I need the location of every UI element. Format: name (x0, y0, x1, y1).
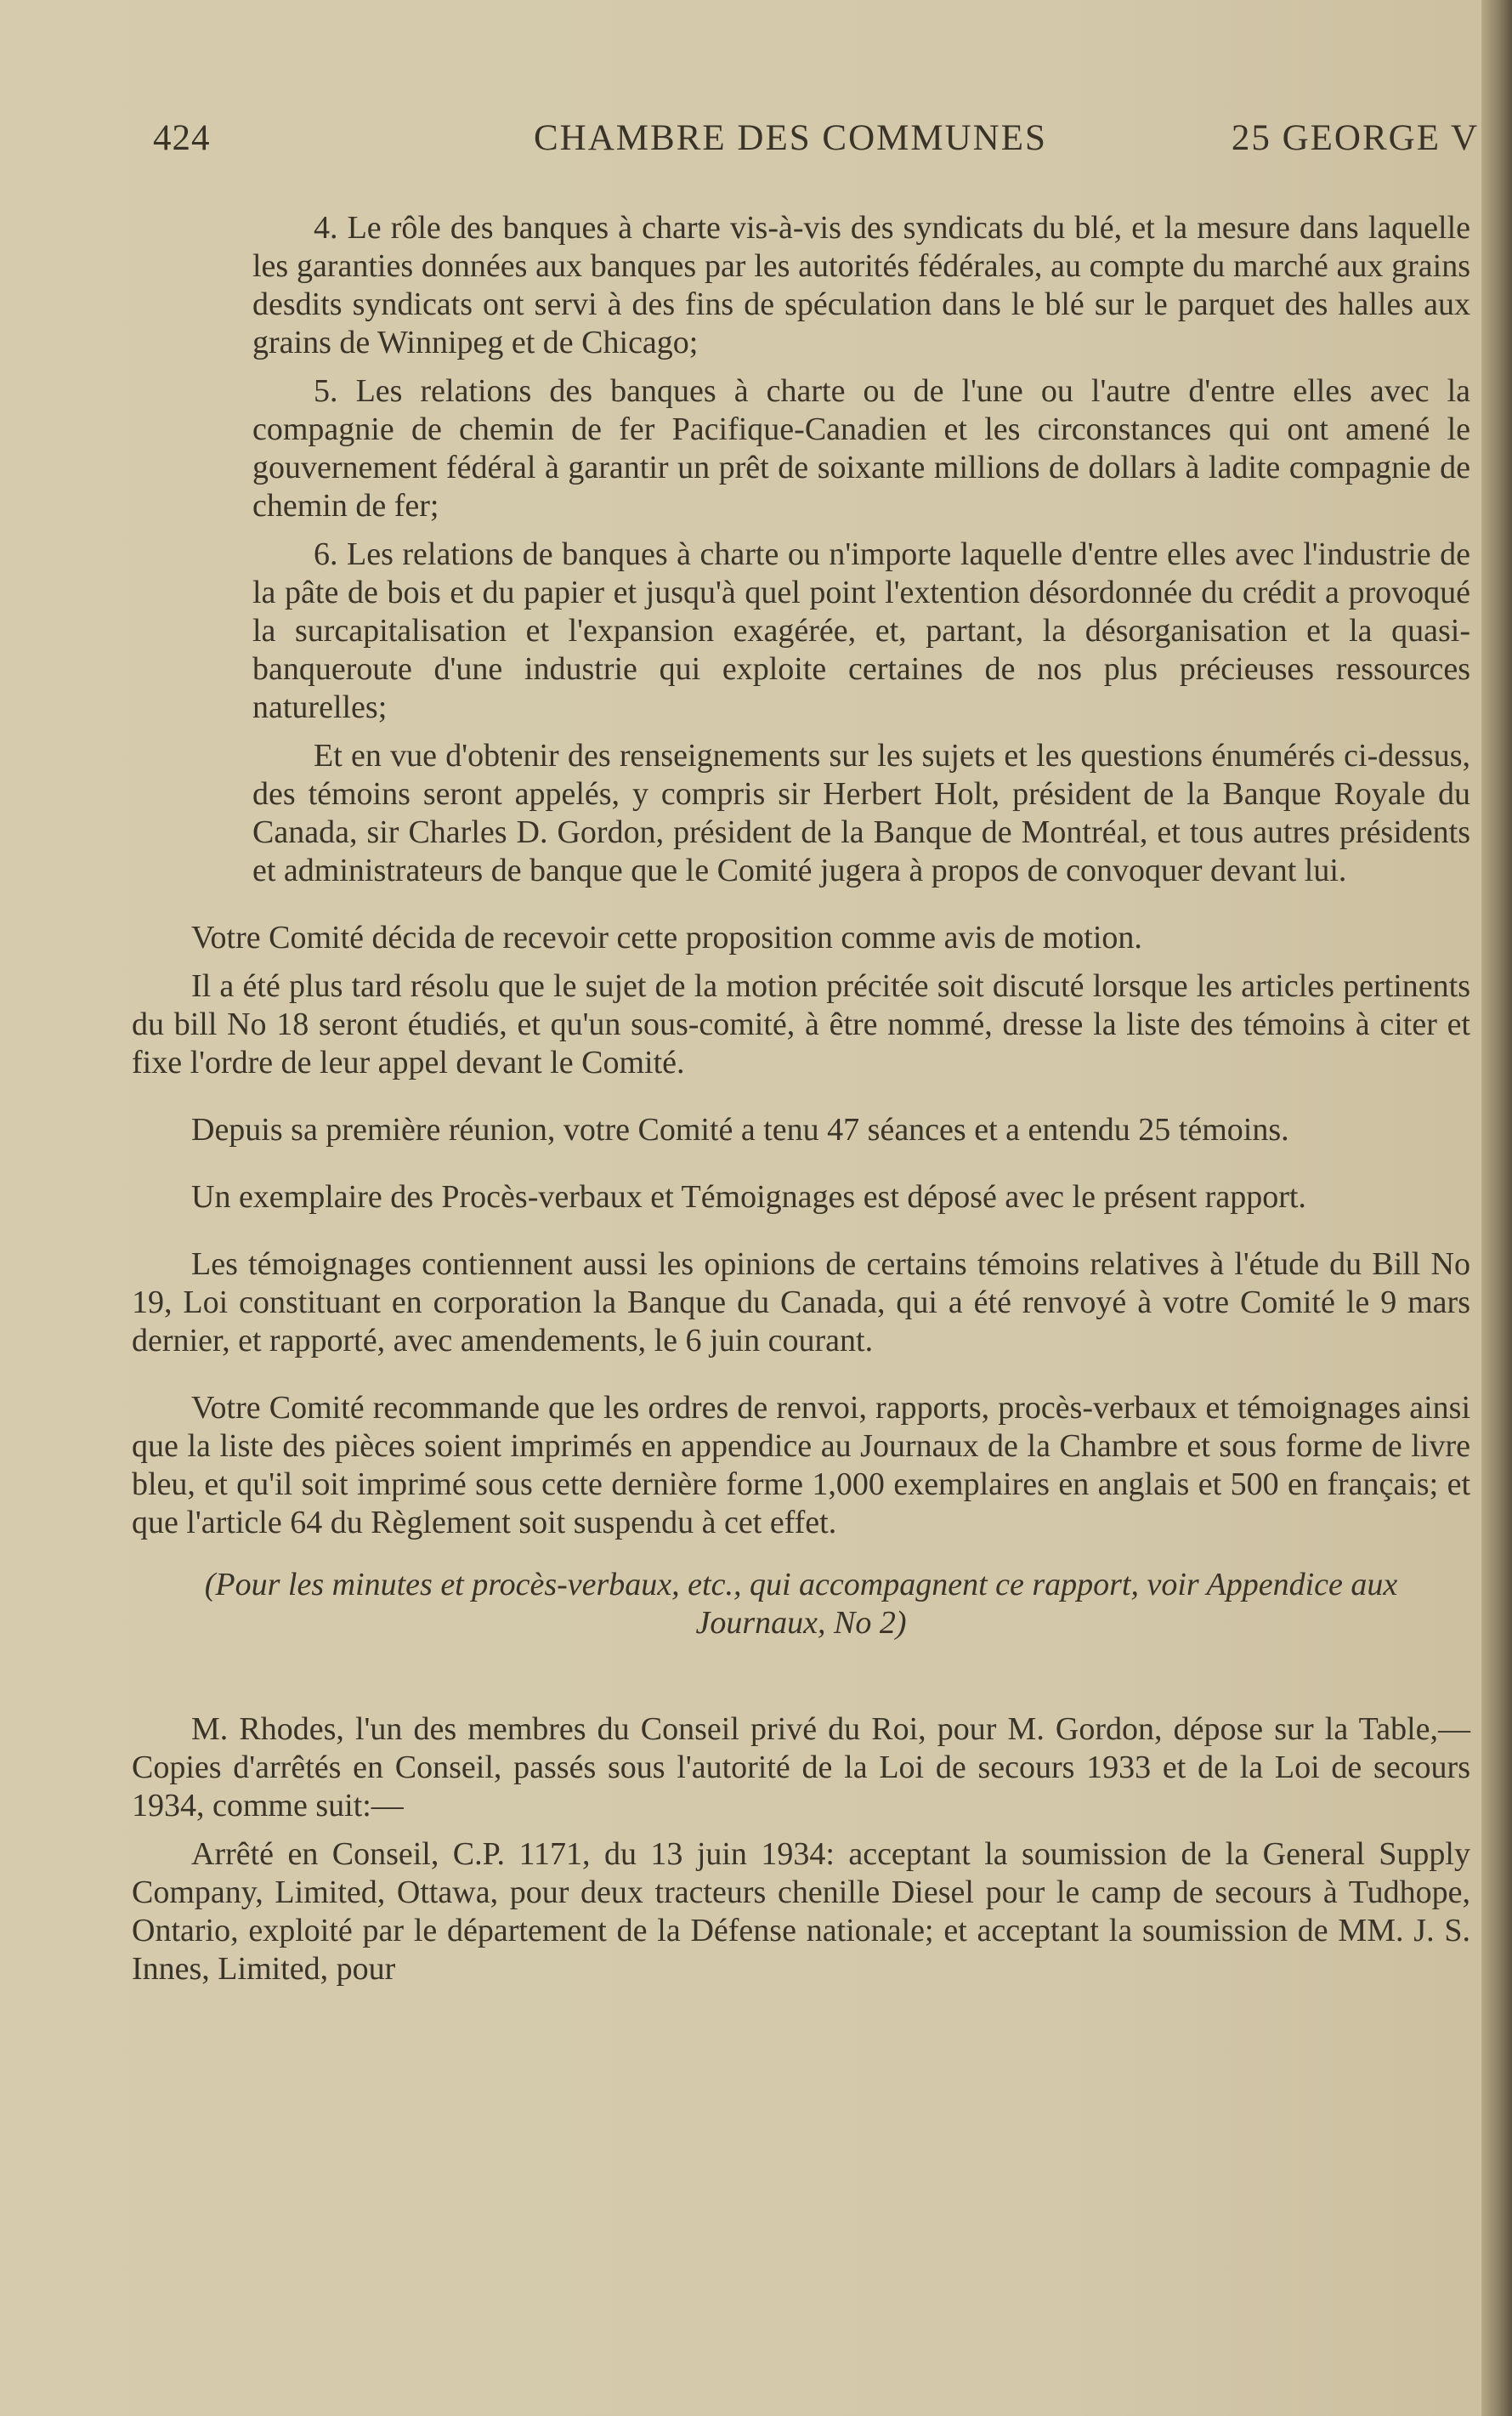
paragraph-witnesses: Et en vue d'obtenir des renseignements sur les sujets et les questions énumérés ci-dessus, des témoins seront appelés, y compris sir Herbert Holt, président de la Banque Royale du Canada, sir Charles D. Gordon, président de la Banque de Montréal, et tous autres présidents et administrateurs de banque que le Comité jugera à propos de convoquer devant lui. (252, 738, 1470, 888)
paragraph-item-6: 6. Les relations de banques à charte ou n'importe laquelle d'entre elles avec l'industrie de la pâte de bois et du papier et jusqu'à quel point l'extention désordonnée du crédit a provoqué la surcapitalisation et l'expansion exagérée, et, partant, la désorganisation et la quasi-banqueroute d'une industrie qui exploite certaines de nos plus précieuses ressources naturelles; (252, 536, 1470, 725)
page-header (153, 117, 1479, 168)
paragraph-item-4: 4. Le rôle des banques à charte vis-à-vis des syndicats du blé, et la mesure dans laquelle les garanties données aux banques par les autorités fédérales, au compte du marché aux grains desdits syndicats ont servi à des fins de spéculation dans le blé sur le parquet des halles aux grains de Winnipeg et de Chicago; (252, 210, 1470, 360)
paragraph-recommendation: Votre Comité recommande que les ordres de renvoi, rapports, procès-verbaux et témoignages ainsi que la liste des pièces soient imprimés en appendice au Journaux de la Chambre et sous forme de livre bleu, et qu'il soit imprimé sous cette dernière forme 1,000 exemplaires en anglais et 500 en français; et que l'article 64 du Règlement soit suspendu à cet effet. (132, 1390, 1470, 1540)
page-body (132, 209, 1470, 1988)
reign-label: 25 GEORGE V (1231, 118, 1479, 158)
page-number: 424 (153, 118, 211, 158)
book-spine-edge (1481, 0, 1512, 2416)
paragraph-copy-deposited: Un exemplaire des Procès-verbaux et Témoignages est déposé avec le présent rapport. (191, 1179, 1306, 1215)
paragraph-item-5: 5. Les relations des banques à charte ou de l'une ou l'autre d'entre elles avec la compagnie de chemin de fer Pacifique-Canadien et les circonstances qui ont amené le gouvernement fédéral à garantir un prêt de soixante millions de dollars à ladite compagnie de chemin de fer; (252, 373, 1470, 524)
appendix-note: (Pour les minutes et procès-verbaux, etc., qui accompagnent ce rapport, voir Appendice aux Journaux, No 2) (204, 1567, 1398, 1641)
paragraph-sessions: Depuis sa première réunion, votre Comité a tenu 47 séances et a entendu 25 témoins. (191, 1112, 1289, 1148)
paragraph-notice-of-motion: Votre Comité décida de recevoir cette proposition comme avis de motion. (191, 920, 1142, 956)
running-title: CHAMBRE DES COMMUNES (534, 118, 1047, 158)
paragraph-testimony: Les témoignages contiennent aussi les opinions de certains témoins relatives à l'étude du Bill No 19, Loi constituant en corporation la Banque du Canada, qui a été renvoyé à votre Comité le 9 mars dernier, et rapporté, avec amendements, le 6 juin courant. (132, 1246, 1470, 1358)
paragraph-rhodes: M. Rhodes, l'un des membres du Conseil privé du Roi, pour M. Gordon, dépose sur la Table,—Copies d'arrêtés en Conseil, passés sous l'autorité de la Loi de secours 1933 et de la Loi de secours 1934, comme suit:— (132, 1711, 1470, 1823)
paragraph-order-in-council: Arrêté en Conseil, C.P. 1171, du 13 juin 1934: acceptant la soumission de la General Supply Company, Limited, Ottawa, pour deux tracteurs chenille Diesel pour le camp de secours à Tudhope, Ontario, exploité par le département de la Défense nationale; et acceptant la soumission de MM. J. S. Innes, Limited, pour (132, 1836, 1470, 1987)
paragraph-resolved: Il a été plus tard résolu que le sujet de la motion précitée soit discuté lorsque les articles pertinents du bill No 18 seront étudiés, et qu'un sous-comité, à être nommé, dresse la liste des témoins à citer et fixe l'ordre de leur appel devant le Comité. (132, 968, 1470, 1080)
